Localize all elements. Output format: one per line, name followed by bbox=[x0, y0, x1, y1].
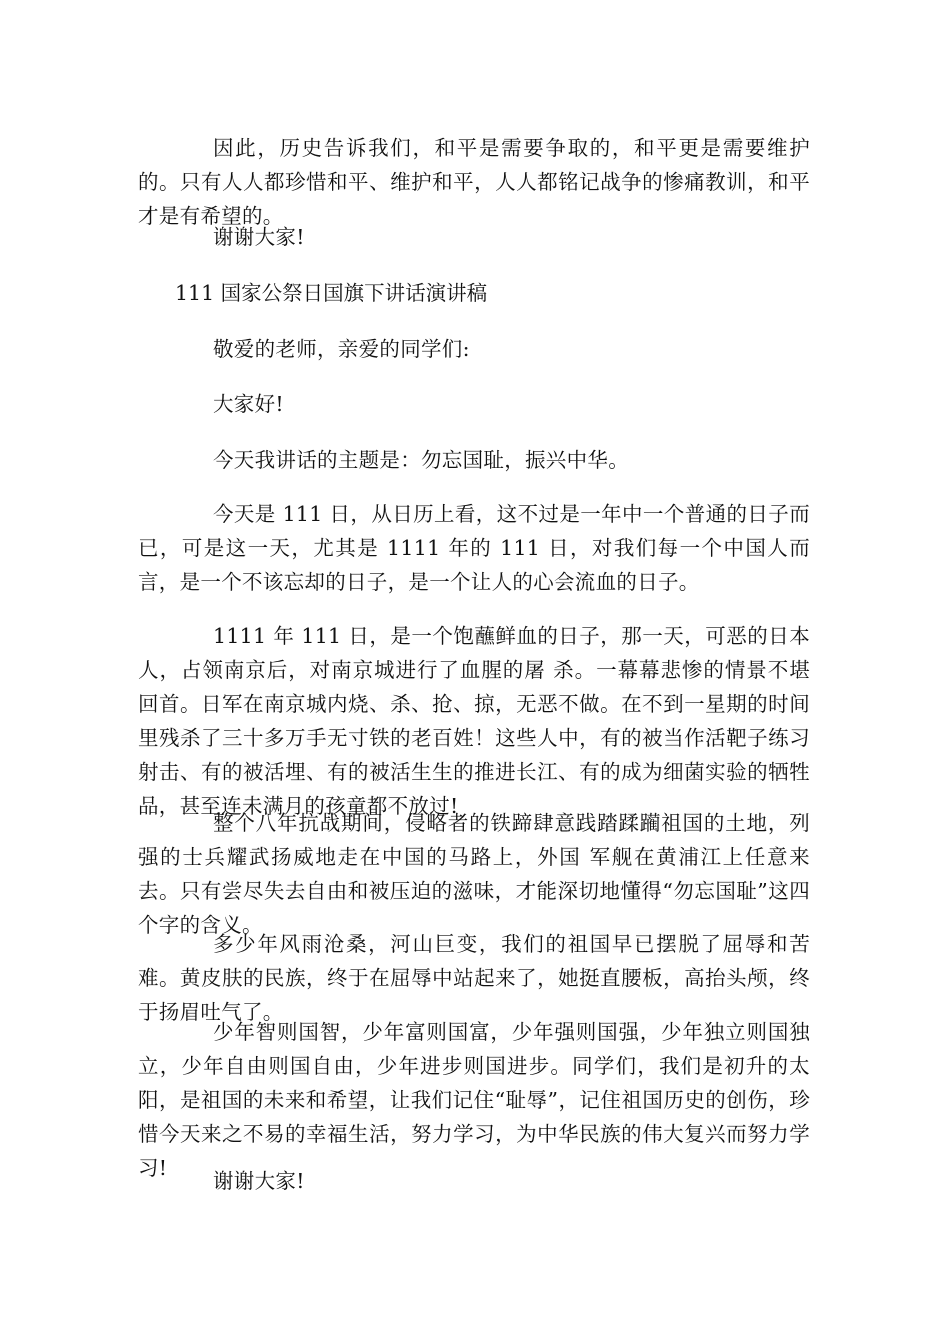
greeting-line: 敬爱的老师，亲爱的同学们: bbox=[213, 337, 470, 361]
theme-line: 今天我讲话的主题是：勿忘国耻，振兴中华。 bbox=[213, 448, 629, 472]
hello-line: 大家好! bbox=[213, 392, 284, 416]
paragraph-rise: 多少年风雨沧桑，河山巨变，我们的祖国早已摆脱了屈辱和苦难。黄皮肤的民族，终于在屈辱中站起来了，她挺直腰板，高抬头颅，终于扬眉吐气了。 bbox=[138, 932, 810, 1024]
closing-thanks-1: 谢谢大家! bbox=[213, 225, 305, 249]
speech-title: 111 国家公祭日国旗下讲话演讲稿 bbox=[175, 281, 488, 305]
paragraph-date: 今天是 111 日，从日历上看，这不过是一年中一个普通的日子而已，可是这一天，尤其是 1111 年的 111 日，对我们每一个中国人而言，是一个不该忘却的日子，是一个让人的心会流血的日子。 bbox=[138, 502, 810, 594]
paragraph-massacre: 1111 年 111 日，是一个饱蘸鲜血的日子，那一天，可恶的日本人，占领南京后，对南京城进行了血腥的屠 杀。一幕幕悲惨的情景不堪回首。日军在南京城内烧、杀、抢、掠，无恶不做。在不到一星期的时间里残杀了三十多万手无寸铁的老百姓！这些人中，有的被当作活靶子练习射击、有的被活埋、有的被活生生的推进长江、有的成为细菌实验的牺牲品，甚至连未满月的孩童都不放过! bbox=[138, 624, 810, 818]
closing-thanks-2: 谢谢大家! bbox=[213, 1169, 305, 1193]
paragraph-youth: 少年智则国智，少年富则国富，少年强则国强，少年独立则国独立，少年自由则国自由，少年进步则国进步。同学们，我们是初升的太阳，是祖国的未来和希望，让我们记住“耻辱”，记住祖国历史的创伤，珍惜今天来之不易的幸福生活，努力学习，为中华民族的伟大复兴而努力学习! bbox=[138, 1020, 810, 1180]
paragraph-peace-conclusion: 因此，历史告诉我们，和平是需要争取的，和平更是需要维护的。只有人人都珍惜和平、维护和平，人人都铭记战争的惨痛教训，和平才是有希望的。 bbox=[138, 136, 810, 228]
paragraph-war-period: 整个八年抗战期间，侵略者的铁蹄肆意践踏蹂躏祖国的土地，列强的士兵耀武扬威地走在中国的马路上，外国 军舰在黄浦江上任意来去。只有尝尽失去自由和被压迫的滋味，才能深切地懂得“勿忘国耻”这四个字的含义。 bbox=[138, 811, 810, 937]
